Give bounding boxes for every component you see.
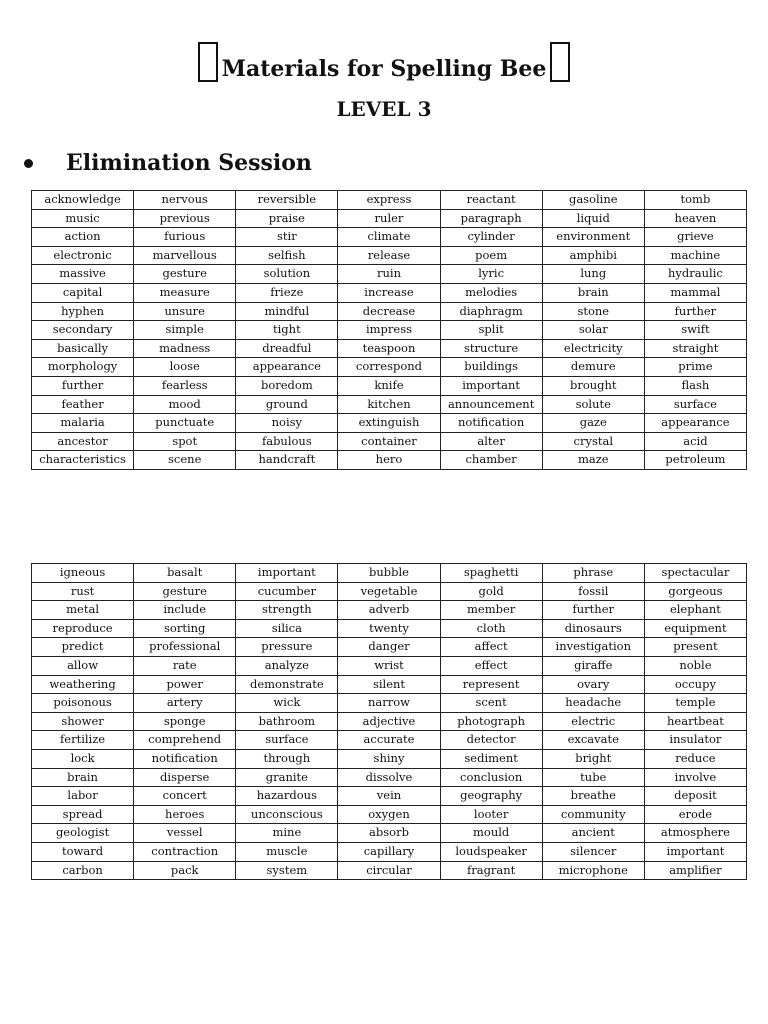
- word-cell: sorting: [134, 619, 236, 638]
- word-cell: decrease: [338, 302, 440, 321]
- word-cell: ruin: [338, 265, 440, 284]
- table-row: [32, 824, 747, 843]
- word-cell: rust: [32, 582, 134, 601]
- word-cell: capital: [32, 283, 134, 302]
- word-cell: wrist: [338, 656, 440, 675]
- word-cell: mould: [440, 824, 542, 843]
- word-cell: release: [338, 246, 440, 265]
- word-cell: vegetable: [338, 582, 440, 601]
- word-cell: selfish: [236, 246, 338, 265]
- word-cell: atmosphere: [644, 824, 746, 843]
- word-cell: tube: [542, 768, 644, 787]
- word-cell: sponge: [134, 712, 236, 731]
- word-cell: absorb: [338, 824, 440, 843]
- word-cell: feather: [32, 395, 134, 414]
- word-cell: mindful: [236, 302, 338, 321]
- word-cell: cylinder: [440, 228, 542, 247]
- word-cell: comprehend: [134, 731, 236, 750]
- word-cell: silencer: [542, 842, 644, 861]
- word-cell: fossil: [542, 582, 644, 601]
- missing-glyph-icon: [198, 42, 218, 82]
- table-row: [32, 656, 747, 675]
- word-cell: spot: [134, 432, 236, 451]
- word-cell: ground: [236, 395, 338, 414]
- word-cell: fertilize: [32, 731, 134, 750]
- word-cell: petroleum: [644, 451, 746, 470]
- word-cell: dreadful: [236, 339, 338, 358]
- word-cell: poisonous: [32, 694, 134, 713]
- word-cell: insulator: [644, 731, 746, 750]
- word-cell: notification: [134, 749, 236, 768]
- word-cell: spaghetti: [440, 564, 542, 583]
- section-heading-text: Elimination Session: [66, 150, 312, 176]
- word-cell: appearance: [644, 414, 746, 433]
- word-cell: shower: [32, 712, 134, 731]
- word-cell: cucumber: [236, 582, 338, 601]
- word-cell: structure: [440, 339, 542, 358]
- word-cell: secondary: [32, 321, 134, 340]
- word-cell: bright: [542, 749, 644, 768]
- table-row: [32, 265, 747, 284]
- word-cell: kitchen: [338, 395, 440, 414]
- word-cell: swift: [644, 321, 746, 340]
- word-cell: acknowledge: [32, 191, 134, 210]
- word-cell: labor: [32, 787, 134, 806]
- word-cell: involve: [644, 768, 746, 787]
- word-cell: melodies: [440, 283, 542, 302]
- word-cell: previous: [134, 209, 236, 228]
- word-cell: bubble: [338, 564, 440, 583]
- word-cell: ruler: [338, 209, 440, 228]
- word-cell: unconscious: [236, 805, 338, 824]
- word-cell: announcement: [440, 395, 542, 414]
- table-row: [32, 302, 747, 321]
- word-cell: twenty: [338, 619, 440, 638]
- word-cell: boredom: [236, 376, 338, 395]
- table-row: [32, 731, 747, 750]
- word-cell: fragrant: [440, 861, 542, 880]
- word-cell: through: [236, 749, 338, 768]
- word-cell: noble: [644, 656, 746, 675]
- word-cell: scent: [440, 694, 542, 713]
- word-cell: detector: [440, 731, 542, 750]
- word-cell: headache: [542, 694, 644, 713]
- word-cell: gold: [440, 582, 542, 601]
- word-cell: solar: [542, 321, 644, 340]
- word-cell: further: [542, 601, 644, 620]
- word-cell: muscle: [236, 842, 338, 861]
- word-cell: conclusion: [440, 768, 542, 787]
- word-cell: correspond: [338, 358, 440, 377]
- word-cell: increase: [338, 283, 440, 302]
- word-cell: marvellous: [134, 246, 236, 265]
- word-cell: gesture: [134, 265, 236, 284]
- word-cell: elephant: [644, 601, 746, 620]
- word-cell: important: [236, 564, 338, 583]
- word-cell: shiny: [338, 749, 440, 768]
- table-row: [32, 601, 747, 620]
- word-cell: electricity: [542, 339, 644, 358]
- word-cell: music: [32, 209, 134, 228]
- word-cell: spectacular: [644, 564, 746, 583]
- word-cell: further: [32, 376, 134, 395]
- word-cell: morphology: [32, 358, 134, 377]
- word-cell: effect: [440, 656, 542, 675]
- word-cell: fabulous: [236, 432, 338, 451]
- word-cell: stir: [236, 228, 338, 247]
- word-cell: weathering: [32, 675, 134, 694]
- word-table-1: [31, 190, 747, 470]
- word-cell: granite: [236, 768, 338, 787]
- word-cell: container: [338, 432, 440, 451]
- word-cell: lyric: [440, 265, 542, 284]
- word-cell: brain: [32, 768, 134, 787]
- bullet-icon: [24, 159, 33, 168]
- word-cell: geography: [440, 787, 542, 806]
- section-heading: [20, 147, 312, 179]
- word-cell: equipment: [644, 619, 746, 638]
- word-cell: heartbeat: [644, 712, 746, 731]
- word-cell: amphibi: [542, 246, 644, 265]
- word-cell: climate: [338, 228, 440, 247]
- word-cell: solution: [236, 265, 338, 284]
- word-cell: basalt: [134, 564, 236, 583]
- word-cell: circular: [338, 861, 440, 880]
- word-cell: silica: [236, 619, 338, 638]
- word-cell: excavate: [542, 731, 644, 750]
- word-cell: electronic: [32, 246, 134, 265]
- table-row: [32, 191, 747, 210]
- word-cell: include: [134, 601, 236, 620]
- word-cell: hyphen: [32, 302, 134, 321]
- word-cell: danger: [338, 638, 440, 657]
- word-cell: loudspeaker: [440, 842, 542, 861]
- word-cell: demonstrate: [236, 675, 338, 694]
- word-cell: giraffe: [542, 656, 644, 675]
- word-cell: handcraft: [236, 451, 338, 470]
- word-cell: machine: [644, 246, 746, 265]
- word-cell: geologist: [32, 824, 134, 843]
- word-cell: loose: [134, 358, 236, 377]
- table-row: [32, 805, 747, 824]
- word-cell: present: [644, 638, 746, 657]
- word-cell: deposit: [644, 787, 746, 806]
- table-row: [32, 432, 747, 451]
- word-cell: acid: [644, 432, 746, 451]
- word-cell: diaphragm: [440, 302, 542, 321]
- word-cell: temple: [644, 694, 746, 713]
- word-cell: represent: [440, 675, 542, 694]
- word-cell: nervous: [134, 191, 236, 210]
- table-row: [32, 861, 747, 880]
- word-cell: massive: [32, 265, 134, 284]
- word-cell: reactant: [440, 191, 542, 210]
- table-row: [32, 321, 747, 340]
- word-cell: phrase: [542, 564, 644, 583]
- word-cell: community: [542, 805, 644, 824]
- word-cell: silent: [338, 675, 440, 694]
- table-row: [32, 358, 747, 377]
- word-cell: reproduce: [32, 619, 134, 638]
- word-cell: adjective: [338, 712, 440, 731]
- word-cell: paragraph: [440, 209, 542, 228]
- table-row: [32, 376, 747, 395]
- word-cell: surface: [644, 395, 746, 414]
- table-row: [32, 787, 747, 806]
- word-cell: vessel: [134, 824, 236, 843]
- word-cell: tight: [236, 321, 338, 340]
- word-cell: bathroom: [236, 712, 338, 731]
- word-table-2-body: [32, 564, 747, 880]
- word-cell: dinosaurs: [542, 619, 644, 638]
- word-cell: occupy: [644, 675, 746, 694]
- table-row: [32, 675, 747, 694]
- word-cell: ovary: [542, 675, 644, 694]
- missing-glyph-icon: [550, 42, 570, 82]
- word-cell: simple: [134, 321, 236, 340]
- word-cell: lung: [542, 265, 644, 284]
- word-cell: alter: [440, 432, 542, 451]
- word-cell: further: [644, 302, 746, 321]
- word-cell: environment: [542, 228, 644, 247]
- word-cell: impress: [338, 321, 440, 340]
- word-cell: express: [338, 191, 440, 210]
- word-cell: pack: [134, 861, 236, 880]
- table-row: [32, 619, 747, 638]
- word-cell: disperse: [134, 768, 236, 787]
- word-cell: notification: [440, 414, 542, 433]
- word-cell: hazardous: [236, 787, 338, 806]
- word-cell: gesture: [134, 582, 236, 601]
- word-cell: gaze: [542, 414, 644, 433]
- word-cell: fearless: [134, 376, 236, 395]
- word-cell: allow: [32, 656, 134, 675]
- table-row: [32, 228, 747, 247]
- word-cell: adverb: [338, 601, 440, 620]
- word-cell: demure: [542, 358, 644, 377]
- word-cell: member: [440, 601, 542, 620]
- word-cell: flash: [644, 376, 746, 395]
- word-cell: brain: [542, 283, 644, 302]
- word-cell: noisy: [236, 414, 338, 433]
- word-cell: sediment: [440, 749, 542, 768]
- word-cell: surface: [236, 731, 338, 750]
- word-cell: predict: [32, 638, 134, 657]
- word-cell: reduce: [644, 749, 746, 768]
- word-cell: vein: [338, 787, 440, 806]
- word-cell: hydraulic: [644, 265, 746, 284]
- word-cell: concert: [134, 787, 236, 806]
- word-cell: prime: [644, 358, 746, 377]
- word-cell: mood: [134, 395, 236, 414]
- word-cell: investigation: [542, 638, 644, 657]
- word-cell: igneous: [32, 564, 134, 583]
- word-cell: ancestor: [32, 432, 134, 451]
- word-cell: analyze: [236, 656, 338, 675]
- document-title: [0, 34, 768, 84]
- word-cell: solute: [542, 395, 644, 414]
- word-cell: punctuate: [134, 414, 236, 433]
- word-cell: teaspoon: [338, 339, 440, 358]
- word-cell: heaven: [644, 209, 746, 228]
- word-cell: malaria: [32, 414, 134, 433]
- word-cell: knife: [338, 376, 440, 395]
- word-cell: narrow: [338, 694, 440, 713]
- word-cell: gasoline: [542, 191, 644, 210]
- table-row: [32, 395, 747, 414]
- table-row: [32, 842, 747, 861]
- word-cell: chamber: [440, 451, 542, 470]
- word-cell: capillary: [338, 842, 440, 861]
- word-cell: tomb: [644, 191, 746, 210]
- word-cell: reversible: [236, 191, 338, 210]
- word-table-1-body: [32, 191, 747, 470]
- table-row: [32, 209, 747, 228]
- word-cell: gorgeous: [644, 582, 746, 601]
- word-cell: split: [440, 321, 542, 340]
- table-row: [32, 414, 747, 433]
- word-cell: lock: [32, 749, 134, 768]
- word-cell: scene: [134, 451, 236, 470]
- word-cell: metal: [32, 601, 134, 620]
- word-cell: grieve: [644, 228, 746, 247]
- word-cell: unsure: [134, 302, 236, 321]
- title-text: Materials for Spelling Bee: [221, 56, 547, 82]
- table-row: [32, 694, 747, 713]
- word-cell: ancient: [542, 824, 644, 843]
- table-row: [32, 582, 747, 601]
- word-cell: power: [134, 675, 236, 694]
- word-cell: carbon: [32, 861, 134, 880]
- word-cell: photograph: [440, 712, 542, 731]
- word-cell: measure: [134, 283, 236, 302]
- word-cell: frieze: [236, 283, 338, 302]
- word-cell: crystal: [542, 432, 644, 451]
- word-cell: brought: [542, 376, 644, 395]
- word-cell: extinguish: [338, 414, 440, 433]
- word-cell: oxygen: [338, 805, 440, 824]
- word-cell: appearance: [236, 358, 338, 377]
- word-cell: microphone: [542, 861, 644, 880]
- word-cell: hero: [338, 451, 440, 470]
- word-cell: cloth: [440, 619, 542, 638]
- word-cell: important: [644, 842, 746, 861]
- table-row: [32, 712, 747, 731]
- word-cell: poem: [440, 246, 542, 265]
- word-cell: accurate: [338, 731, 440, 750]
- word-cell: stone: [542, 302, 644, 321]
- word-cell: dissolve: [338, 768, 440, 787]
- word-cell: professional: [134, 638, 236, 657]
- table-row: [32, 283, 747, 302]
- word-cell: basically: [32, 339, 134, 358]
- word-cell: maze: [542, 451, 644, 470]
- word-cell: heroes: [134, 805, 236, 824]
- word-cell: praise: [236, 209, 338, 228]
- word-cell: mine: [236, 824, 338, 843]
- word-cell: liquid: [542, 209, 644, 228]
- word-cell: breathe: [542, 787, 644, 806]
- table-row: [32, 768, 747, 787]
- word-cell: buildings: [440, 358, 542, 377]
- word-cell: contraction: [134, 842, 236, 861]
- word-cell: rate: [134, 656, 236, 675]
- word-cell: important: [440, 376, 542, 395]
- word-cell: spread: [32, 805, 134, 824]
- table-row: [32, 638, 747, 657]
- word-cell: looter: [440, 805, 542, 824]
- word-cell: strength: [236, 601, 338, 620]
- word-cell: pressure: [236, 638, 338, 657]
- word-cell: wick: [236, 694, 338, 713]
- word-cell: affect: [440, 638, 542, 657]
- table-row: [32, 564, 747, 583]
- table-row: [32, 451, 747, 470]
- word-cell: amplifier: [644, 861, 746, 880]
- word-cell: system: [236, 861, 338, 880]
- table-row: [32, 749, 747, 768]
- word-cell: electric: [542, 712, 644, 731]
- word-cell: furious: [134, 228, 236, 247]
- word-cell: toward: [32, 842, 134, 861]
- word-cell: mammal: [644, 283, 746, 302]
- word-cell: action: [32, 228, 134, 247]
- word-cell: erode: [644, 805, 746, 824]
- word-table-2: [31, 563, 747, 880]
- word-cell: characteristics: [32, 451, 134, 470]
- table-row: [32, 246, 747, 265]
- level-heading: LEVEL 3: [336, 97, 432, 121]
- table-row: [32, 339, 747, 358]
- word-cell: artery: [134, 694, 236, 713]
- word-cell: straight: [644, 339, 746, 358]
- word-cell: madness: [134, 339, 236, 358]
